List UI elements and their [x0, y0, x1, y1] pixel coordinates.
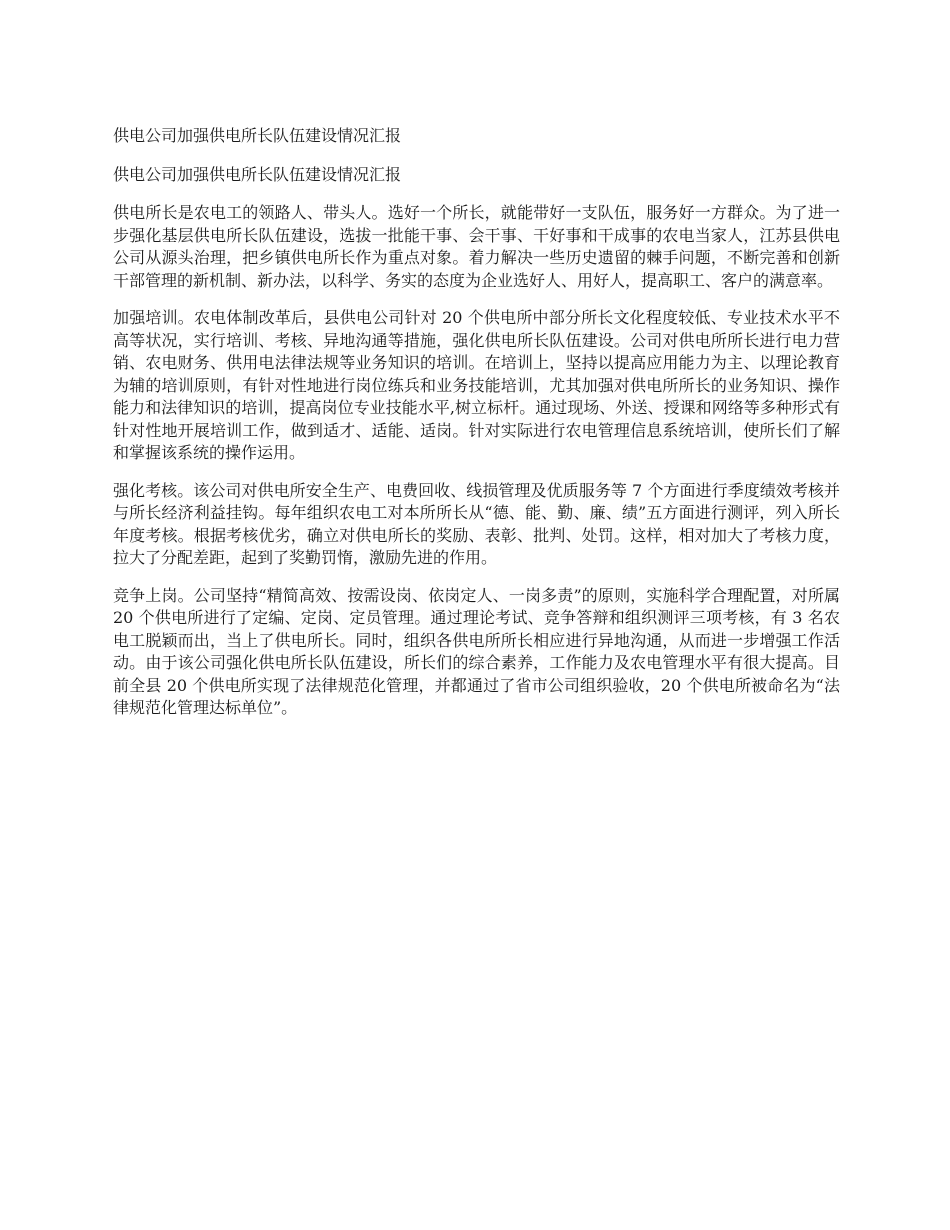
paragraph-competition: 竞争上岗。公司坚持“精简高效、按需设岗、依岗定人、一岗多责”的原则，实施科学合理配置，对所属 20 个供电所进行了定编、定岗、定员管理。通过理论考试、竞争答辩和组织测评三项考核，有 3 名农电工脱颖而出，当上了供电所长。同时，组织各供电所所长相应进行异地沟通，从而进一步增强工作活动。由于该公司强化供电所长队伍建设，所长们的综合素养，工作能力及农电管理水平有很大提高。目前全县 20 个供电所实现了法律规范化管理，并都通过了省市公司组织验收，20 个供电所被命名为“法律规范化管理达标单位”。: [113, 585, 840, 717]
document-title: 供电公司加强供电所长队伍建设情况汇报: [113, 126, 402, 145]
paragraph-training: 加强培训。农电体制改革后，县供电公司针对 20 个供电所中部分所长文化程度较低、专业技术水平不高等状况，实行培训、考核、异地沟通等措施，强化供电所长队伍建设。公司对供电所所长进行电力营销、农电财务、供用电法律法规等业务知识的培训。在培训上，坚持以提高应用能力为主、以理论教育为辅的培训原则，有针对性地进行岗位练兵和业务技能培训，尤其加强对供电所所长的业务知识、操作能力和法律知识的培训，提高岗位专业技能水平,树立标杆。通过现场、外送、授课和网络等多种形式有针对性地开展培训工作，做到适才、适能、适岗。针对实际进行农电管理信息系统培训，使所长们了解和掌握该系统的操作运用。: [113, 308, 840, 462]
document-subtitle: 供电公司加强供电所长队伍建设情况汇报: [113, 164, 402, 184]
document-body: [113, 125, 840, 735]
paragraph-intro: 供电所长是农电工的领路人、带头人。选好一个所长，就能带好一支队伍，服务好一方群众。为了进一步强化基层供电所长队伍建设，选拔一批能干事、会干事、干好事和干成事的农电当家人，江苏县供电公司从源头治理，把乡镇供电所长作为重点对象。着力解决一些历史遗留的棘手问题，不断完善和创新干部管理的新机制、新办法，以科学、务实的态度为企业选好人、用好人，提高职工、客户的满意率。: [113, 203, 840, 290]
paragraph-assessment: 强化考核。该公司对供电所安全生产、电费回收、线损管理及优质服务等 7 个方面进行季度绩效考核并与所长经济利益挂钩。每年组织农电工对本所所长从“德、能、勤、廉、绩”五方面进行测评，列入所长年度考核。根据考核优劣，确立对供电所长的奖励、表彰、批判、处罚。这样，相对加大了考核力度，拉大了分配差距，起到了奖勤罚惰，激励先进的作用。: [113, 480, 840, 567]
